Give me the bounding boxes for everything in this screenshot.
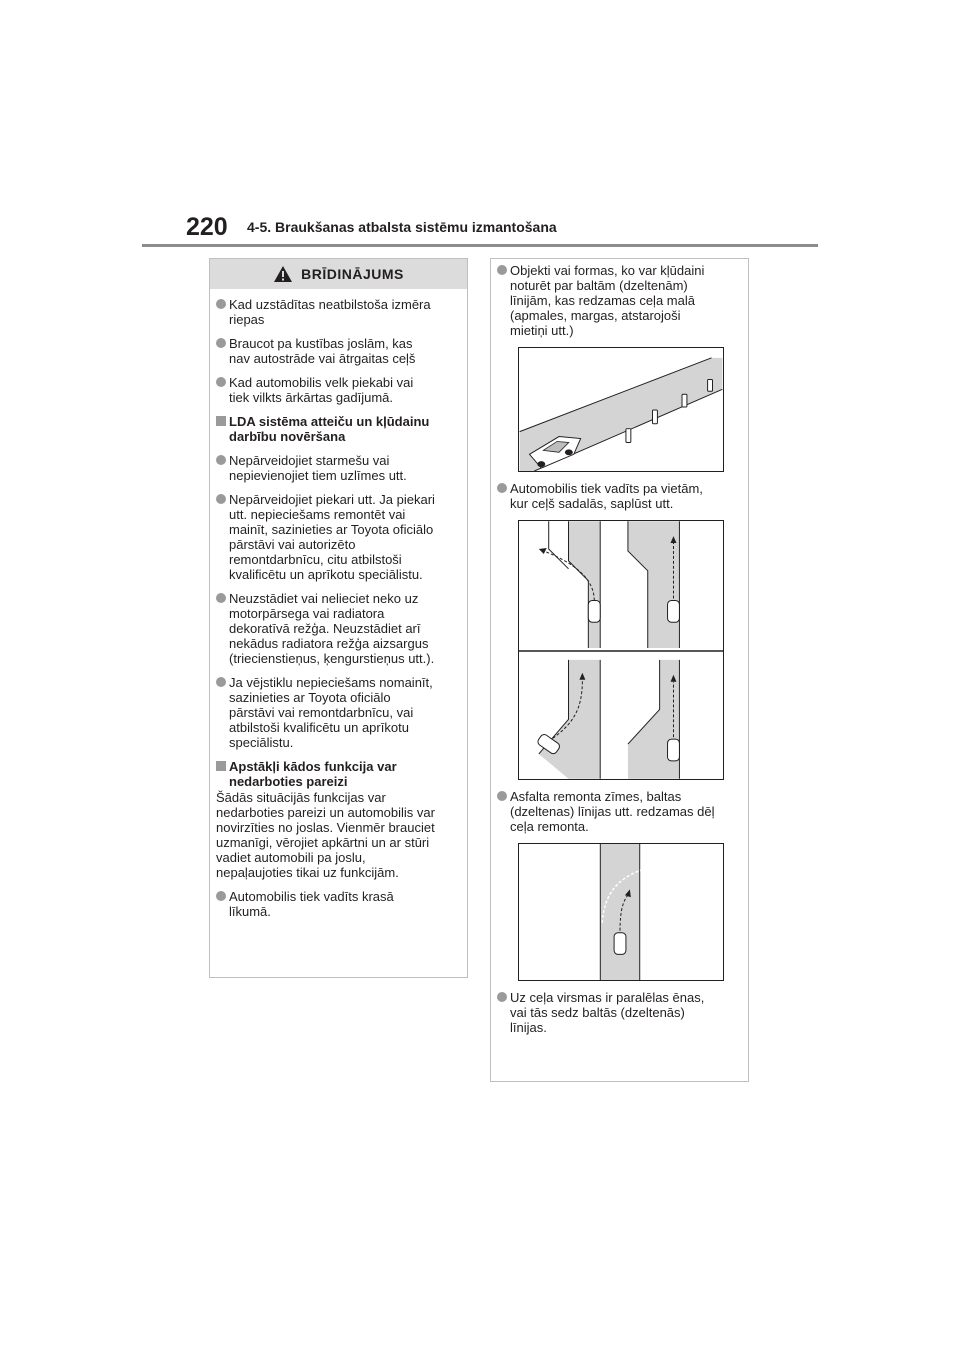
bullet-icon <box>216 593 226 603</box>
header-rule <box>142 244 818 247</box>
square-bullet-icon <box>216 416 226 426</box>
list-item: Automobilis tiek vadīts krasā līkumā. <box>216 889 461 919</box>
page-number: 220 <box>186 213 228 241</box>
list-item: Nepārveidojiet piekari utt. Ja piekari utt. nepieciešams remontēt vai mainīt, sazinieties ar Toyota oficiālo pārstāvi vai autorizēto remontdarbnīcu, citu atbilstoši kvalificētu un aprīkotu speciālistu. <box>216 492 461 582</box>
list-item: Objekti vai formas, ko var kļūdaini noturēt par baltām (dzeltenām) līnijām, kas redzamas ceļa malā (apmales, margas, atstarojoši mietiņi utt.) <box>497 263 742 338</box>
road-split-merge-illustration <box>518 520 724 780</box>
list-item: Automobilis tiek vadīts pa vietām, kur ceļš sadalās, saplūst utt. <box>497 481 742 511</box>
warning-content <box>491 259 748 1035</box>
list-item: Ja vējstiklu nepieciešams nomainīt, sazinieties ar Toyota oficiālo pārstāvi vai remontdarbnīcu, vai atbilstoši kvalificētu un aprīkotu speciālistu. <box>216 675 461 750</box>
list-item: Neuzstādiet vai nelieciet neko uz motorpārsega vai radiatora dekoratīvā režģa. Neuzstādiet arī nekādus radiatora režģa aizsargus (triecienstieņus, ķengurstieņus utt.). <box>216 591 461 666</box>
asphalt-repair-marks-illustration <box>518 843 724 981</box>
section-heading: LDA sistēma atteiču un kļūdainu darbību novēršana <box>216 414 461 444</box>
bullet-icon <box>216 299 226 309</box>
bullet-icon <box>497 791 507 801</box>
section-title: 4-5. Braukšanas atbalsta sistēmu izmantošana <box>247 219 557 235</box>
list-item: Kad automobilis velk piekabi vai tiek vilkts ārkārtas gadījumā. <box>216 375 461 405</box>
bullet-icon <box>497 483 507 493</box>
bullet-icon <box>497 265 507 275</box>
bullet-icon <box>216 891 226 901</box>
list-item: Asfalta remonta zīmes, baltas (dzeltenas) līnijas utt. redzamas dēļ ceļa remonta. <box>497 789 742 834</box>
list-item: Kad uzstādītas neatbilstoša izmēra riepas <box>216 297 461 327</box>
warning-box <box>209 258 468 978</box>
bullet-icon <box>497 992 507 1002</box>
warning-title: BRĪDINĀJUMS <box>301 266 404 282</box>
bullet-icon <box>216 494 226 504</box>
list-item: Braucot pa kustības joslām, kas nav autostrāde vai ātrgaitas ceļš <box>216 336 461 366</box>
roadside-objects-illustration <box>518 347 724 472</box>
warning-box-continued <box>490 258 749 1082</box>
warning-header <box>210 259 467 289</box>
bullet-icon <box>216 338 226 348</box>
section-heading: Apstākļi kādos funkcija var nedarboties pareizi <box>216 759 461 789</box>
square-bullet-icon <box>216 761 226 771</box>
warning-triangle-icon <box>273 265 293 283</box>
list-item: Nepārveidojiet starmešu vai nepievienojiet tiem uzlīmes utt. <box>216 453 461 483</box>
bullet-icon <box>216 677 226 687</box>
paragraph: Šādās situācijās funkcijas var nedarboties pareizi un automobilis var novirzīties no joslas. Vienmēr brauciet uzmanīgi, vērojiet apkārtni un ar stūri vadiet automobili pa joslu, nepaļaujoties tikai uz funkcijām. <box>216 790 435 880</box>
warning-content <box>210 289 467 919</box>
list-item: Uz ceļa virsmas ir paralēlas ēnas, vai tās sedz baltās (dzeltenās) līnijas. <box>497 990 742 1035</box>
bullet-icon <box>216 455 226 465</box>
bullet-icon <box>216 377 226 387</box>
